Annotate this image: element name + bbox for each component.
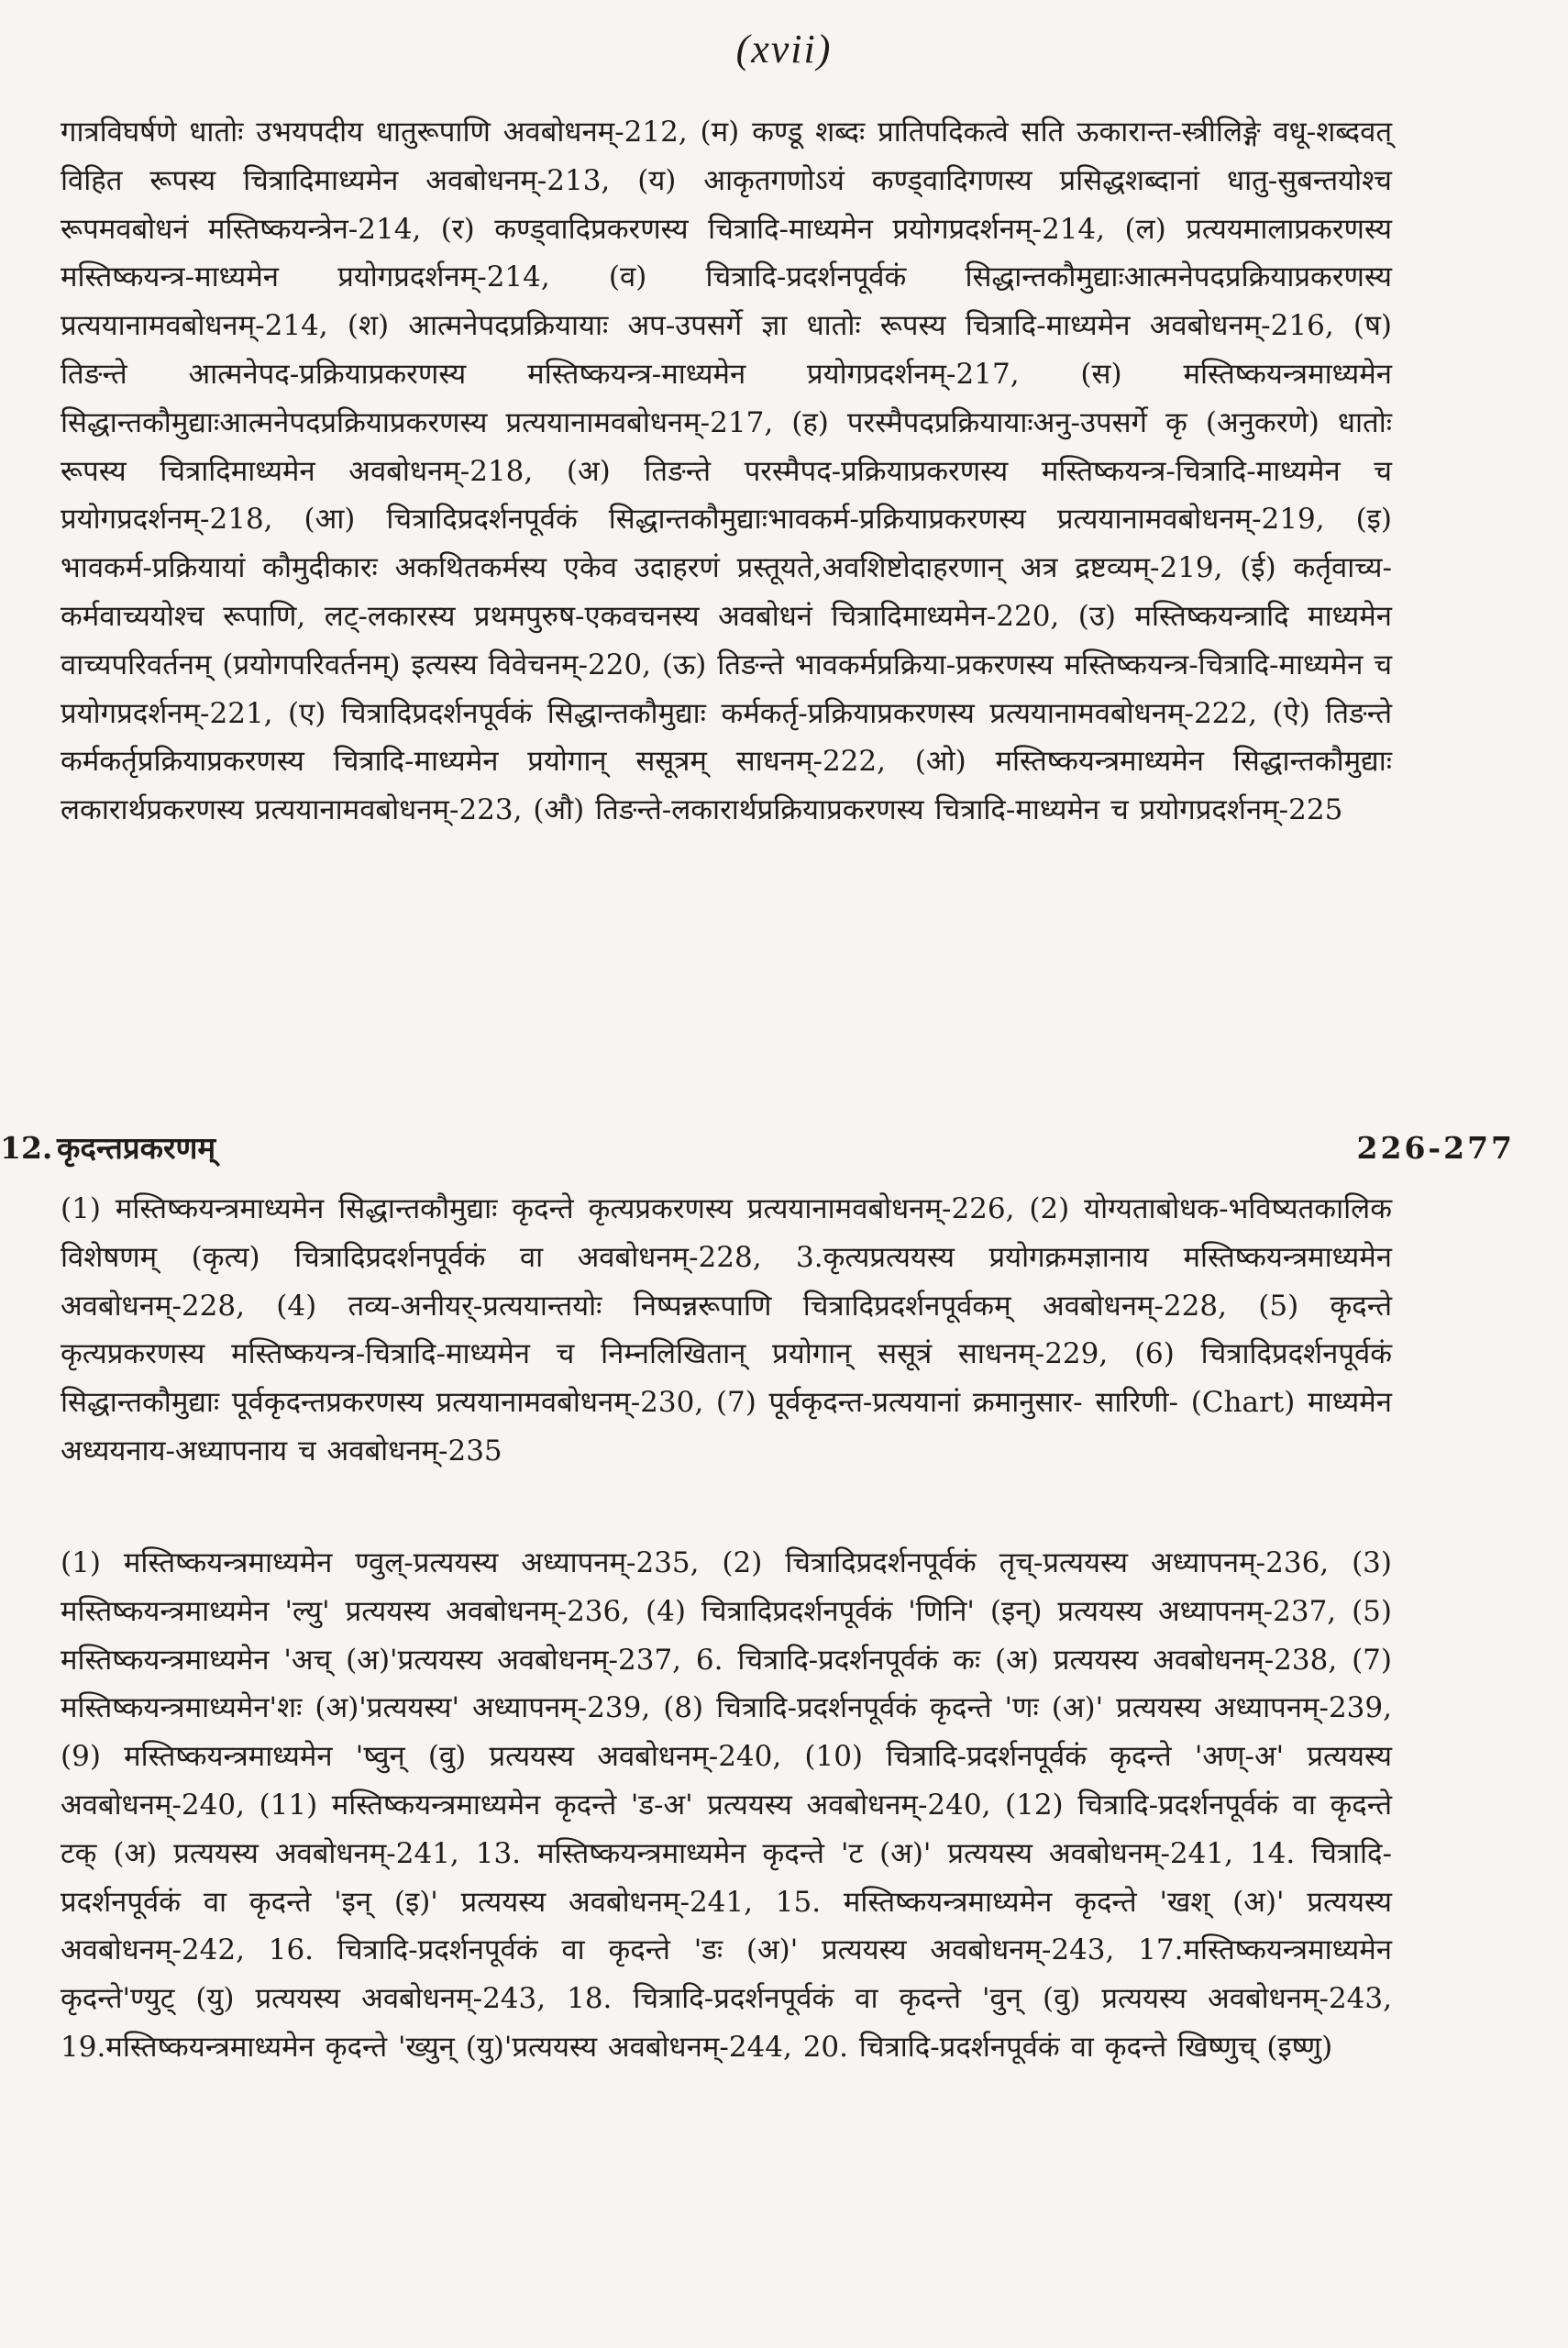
page-number: (xvii) — [735, 27, 833, 72]
section-title: कृदन्तप्रकरणम् — [57, 1130, 216, 1166]
section-number: 12. — [0, 1130, 53, 1166]
section-heading — [0, 1121, 1515, 1176]
section-page-range: 226-277 — [1356, 1130, 1515, 1166]
contents-paragraph-krtya: (1) मस्तिष्कयन्त्रमाध्यमेन सिद्धान्तकौमुद्याः कृदन्ते कृत्यप्रकरणस्य प्रत्ययानामवबोधनम्-226, (2) योग्यताबोधक-भविष्यतकालिक विशेषणम् (कृत्य) चित्रादिप्रदर्शनपूर्वकं वा अवबोधनम्-228, 3.कृत्यप्रत्ययस्य प्रयोगक्रमज्ञानाय मस्तिष्कयन्त्रमाध्यमेन अवबोधनम्-228, (4) तव्य-अनीयर्-प्रत्ययान्तयोः निष्पन्नरूपाणि चित्रादिप्रदर्शनपूर्वकम् अवबोधनम्-228, (5) कृदन्ते कृत्यप्रकरणस्य मस्तिष्कयन्त्र-चित्रादि-माध्यमेन च निम्नलिखितान् प्रयोगान् ससूत्रं साधनम्-229, (6) चित्रादिप्रदर्शनपूर्वकं सिद्धान्तकौमुद्याः पूर्वकृदन्तप्रकरणस्य प्रत्ययानामवबोधनम्-230, (7) पूर्वकृदन्त-प्रत्ययानां क्रमानुसार- सारिणी- (Chart) माध्यमेन अध्ययनाय-अध्यापनाय च अवबोधनम्-235 — [61, 1192, 1392, 1468]
contents-paragraph-pratyaya: (1) मस्तिष्कयन्त्रमाध्यमेन ण्वुल्-प्रत्ययस्य अध्यापनम्-235, (2) चित्रादिप्रदर्शनपूर्वकं तृच्-प्रत्ययस्य अध्यापनम्-236, (3) मस्तिष्कयन्त्रमाध्यमेन 'ल्यु' प्रत्ययस्य अवबोधनम्-236, (4) चित्रादिप्रदर्शनपूर्वकं 'णिनि' (इन्) प्रत्ययस्य अध्यापनम्-237, (5) मस्तिष्कयन्त्रमाध्यमेन 'अच् (अ)'प्रत्ययस्य अवबोधनम्-237, 6. चित्रादि-प्रदर्शनपूर्वकं कः (अ) प्रत्ययस्य अवबोधनम्-238, (7) मस्तिष्कयन्त्रमाध्यमेन'शः (अ)'प्रत्ययस्य' अध्यापनम्-239, (8) चित्रादि-प्रदर्शनपूर्वकं कृदन्ते 'णः (अ)' प्रत्ययस्य अध्यापनम्-239, (9) मस्तिष्कयन्त्रमाध्यमेन 'ष्वुन् (वु) प्रत्ययस्य अवबोधनम्-240, (10) चित्रादि-प्रदर्शनपूर्वकं कृदन्ते 'अण्-अ' प्रत्ययस्य अवबोधनम्-240, (11) मस्तिष्कयन्त्रमाध्यमेन कृदन्ते 'ड-अ' प्रत्ययस्य अवबोधनम्-240, (12) चित्रादि-प्रदर्शनपूर्वकं वा कृदन्ते टक् (अ) प्रत्ययस्य अवबोधनम्-241, 13. मस्तिष्कयन्त्रमाध्यमेन कृदन्ते 'ट (अ)' प्रत्ययस्य अवबोधनम्-241, 14. चित्रादि-प्रदर्शनपूर्वकं वा कृदन्ते 'इन् (इ)' प्रत्ययस्य अवबोधनम्-241, 15. मस्तिष्कयन्त्रमाध्यमेन कृदन्ते 'खश् (अ)' प्रत्ययस्य अवबोधनम्-242, 16. चित्रादि-प्रदर्शनपूर्वकं वा कृदन्ते 'डः (अ)' प्रत्ययस्य अवबोधनम्-243, 17.मस्तिष्कयन्त्रमाध्यमेन कृदन्ते'ण्युट् (यु) प्रत्ययस्य अवबोधनम्-243, 18. चित्रादि-प्रदर्शनपूर्वकं वा कृदन्ते 'वुन् (वु) प्रत्ययस्य अवबोधनम्-243, 19.मस्तिष्कयन्त्रमाध्यमेन कृदन्ते 'ख्युन् (यु)'प्रत्ययस्य अवबोधनम्-244, 20. चित्रादि-प्रदर्शनपूर्वकं वा कृदन्ते खिष्णुच् (इष्णु) — [61, 1546, 1392, 2064]
contents-paragraph-continued: गात्रविघर्षणे धातोः उभयपदीय धातुरूपाणि अवबोधनम्-212, (म) कण्डू शब्दः प्रातिपदिकत्वे सति ऊकारान्त-स्त्रीलिङ्गे वधू-शब्दवत् विहित रूपस्य चित्रादिमाध्यमेन अवबोधनम्-213, (य) आकृतगणोऽयं कण्ड्वादिगणस्य प्रसिद्धशब्दानां धातु-सुबन्तयोश्च रूपमवबोधनं मस्तिष्कयन्त्रेन-214, (र) कण्ड्वादिप्रकरणस्य चित्रादि-माध्यमेन प्रयोगप्रदर्शनम्-214, (ल) प्रत्ययमालाप्रकरणस्य मस्तिष्कयन्त्र-माध्यमेन प्रयोगप्रदर्शनम्-214, (व) चित्रादि-प्रदर्शनपूर्वकं सिद्धान्तकौमुद्याःआत्मनेपदप्रक्रियाप्रकरणस्य प्रत्ययानामवबोधनम्-214, (श) आत्मनेपदप्रक्रियायाः अप-उपसर्गे ज्ञा धातोः रूपस्य चित्रादि-माध्यमेन अवबोधनम्-216, (ष) तिङन्ते आत्मनेपद-प्रक्रियाप्रकरणस्य मस्तिष्कयन्त्र-माध्यमेन प्रयोगप्रदर्शनम्-217, (स) मस्तिष्कयन्त्रमाध्यमेन सिद्धान्तकौमुद्याःआत्मनेपदप्रक्रियाप्रकरणस्य प्रत्ययानामवबोधनम्-217, (ह) परस्मैपदप्रक्रियायाःअनु-उपसर्गे कृ (अनुकरणे) धातोः रूपस्य चित्रादिमाध्यमेन अवबोधनम्-218, (अ) तिङन्ते परस्मैपद-प्रक्रियाप्रकरणस्य मस्तिष्कयन्त्र-चित्रादि-माध्यमेन च प्रयोगप्रदर्शनम्-218, (आ) चित्रादिप्रदर्शनपूर्वकं सिद्धान्तकौमुद्याःभावकर्म-प्रक्रियाप्रकरणस्य प्रत्ययानामवबोधनम्-219, (इ) भावकर्म-प्रक्रियायां कौमुदीकारः अकथितकर्मस्य एकेव उदाहरणं प्रस्तूयते,अवशिष्टोदाहरणान् अत्र द्रष्टव्यम्-219, (ई) कर्तृवाच्य-कर्मवाच्ययोश्च रूपाणि, लट्-लकारस्य प्रथमपुरुष-एकवचनस्य अवबोधनं चित्रादिमाध्यमेन-220, (उ) मस्तिष्कयन्त्रादि माध्यमेन वाच्यपरिवर्तनम् (प्रयोगपरिवर्तनम्) इत्यस्य विवेचनम्-220, (ऊ) तिङन्ते भावकर्मप्रक्रिया-प्रकरणस्य मस्तिष्कयन्त्र-चित्रादि-माध्यमेन च प्रयोगप्रदर्शनम्-221, (ए) चित्रादिप्रदर्शनपूर्वकं सिद्धान्तकौमुद्याः कर्मकर्तृ-प्रक्रियाप्रकरणस्य प्रत्ययानामवबोधनम्-222, (ऐ) तिङन्ते कर्मकर्तृप्रक्रियाप्रकरणस्य चित्रादि-माध्यमेन प्रयोगान् ससूत्रम् साधनम्-222, (ओ) मस्तिष्कयन्त्रमाध्यमेन सिद्धान्तकौमुद्याः लकारार्थप्रकरणस्य प्रत्ययानामवबोधनम्-223, (औ) तिङन्ते-लकारार्थप्रक्रियाप्रकरणस्य चित्रादि-माध्यमेन च प्रयोगप्रदर्शनम्-225 — [61, 116, 1392, 827]
